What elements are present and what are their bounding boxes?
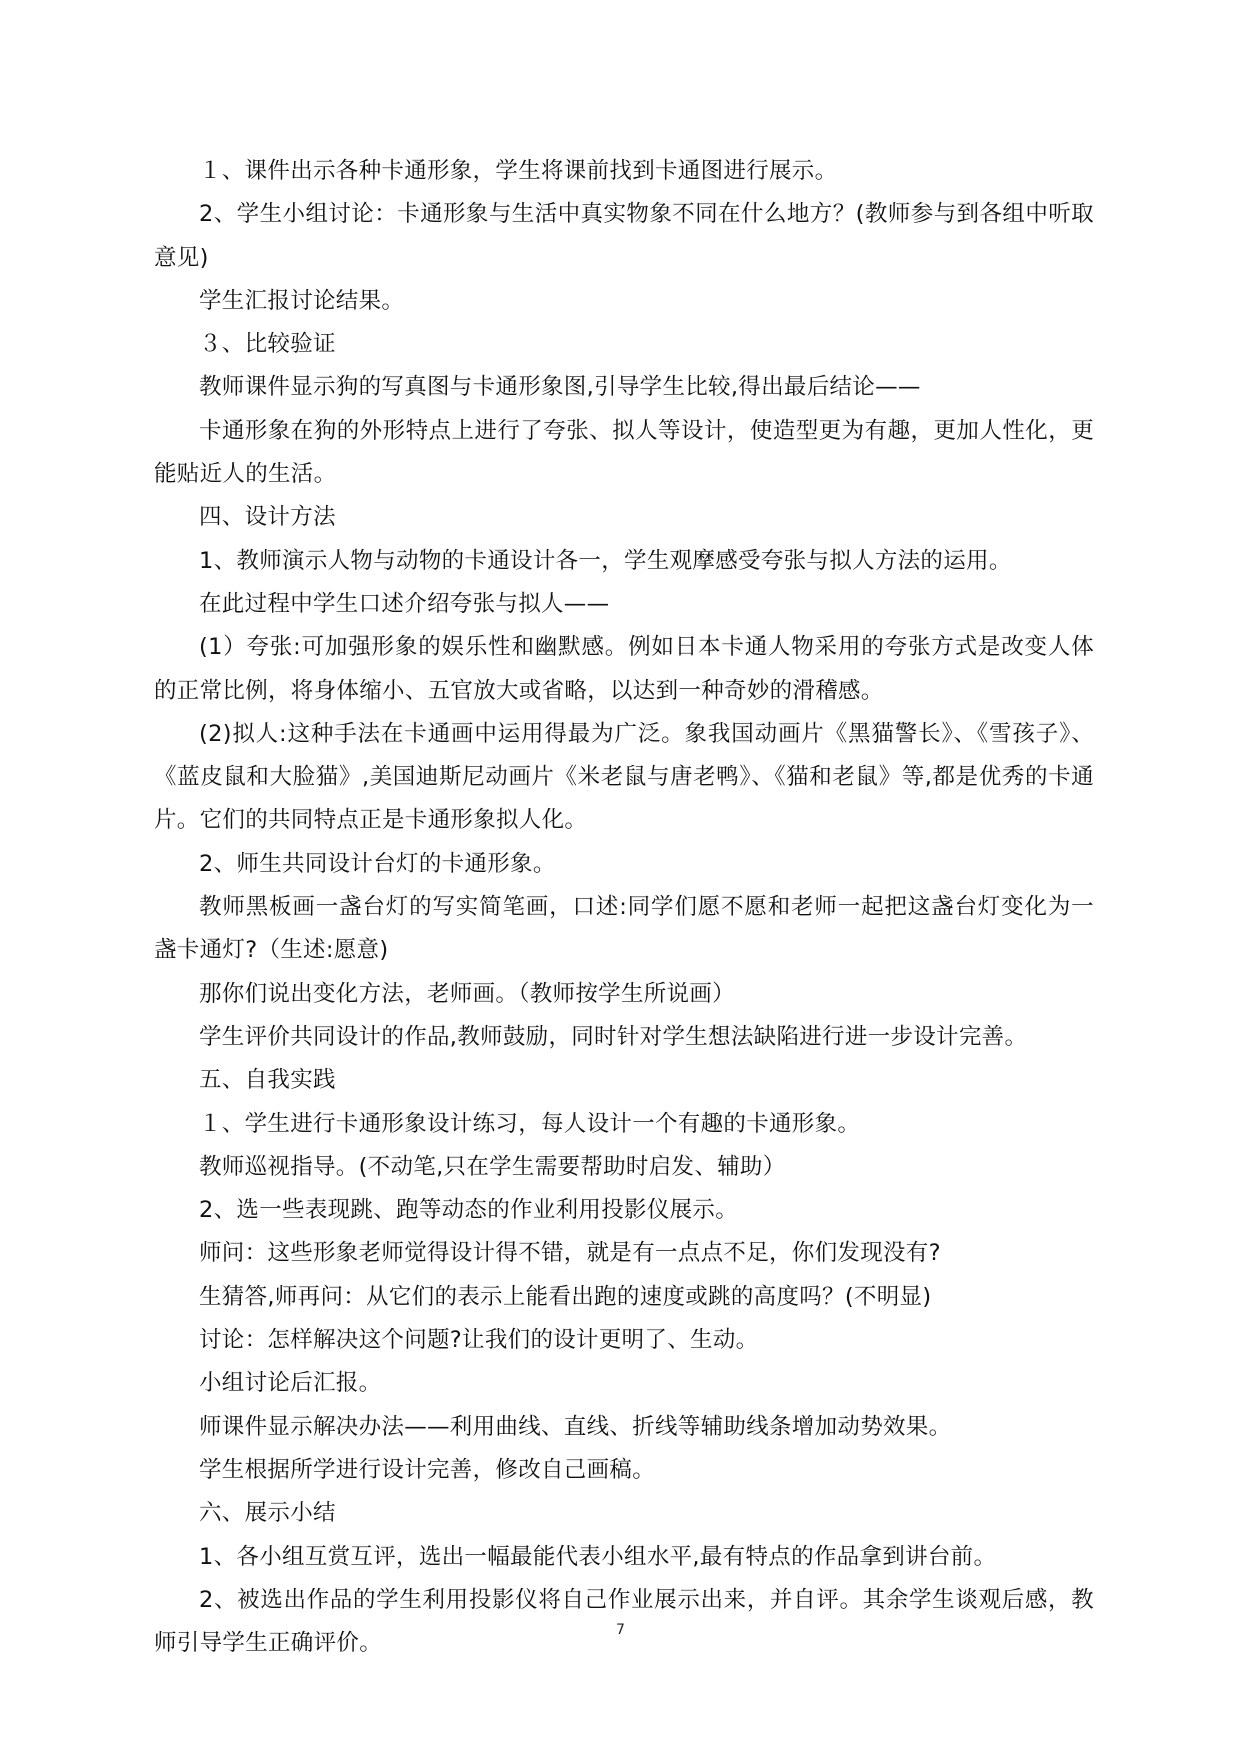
paragraph: 1、教师演示人物与动物的卡通设计各一，学生观摩感受夸张与拟人方法的运用。 xyxy=(199,547,1012,574)
document-body xyxy=(154,150,1094,1665)
page-number: 7 xyxy=(616,1622,625,1638)
paragraph: 那你们说出变化方法，老师画。（教师按学生所说画） xyxy=(199,980,735,1007)
paragraph: １、课件出示各种卡通形象，学生将课前找到卡通图进行展示。 xyxy=(199,158,838,184)
section-heading: 四、设计方法 xyxy=(199,504,336,531)
paragraph: 学生汇报讨论结果。 xyxy=(199,287,405,314)
paragraph: 生猜答,师再问：从它们的表示上能看出跑的速度或跳的高度吗？(不明显) xyxy=(199,1283,932,1310)
paragraph: 2、师生共同设计台灯的卡通形象。 xyxy=(199,850,556,877)
paragraph: 2、被选出作品的学生利用投影仪将自己作业展示出来，并自评。其余学生谈观后感，教师引导学生正确评价。 xyxy=(154,1586,1094,1657)
paragraph: 2、选一些表现跳、跑等动态的作业利用投影仪展示。 xyxy=(199,1197,739,1224)
paragraph: 师问：这些形象老师觉得设计得不错，就是有一点点不足，你们发现没有? xyxy=(199,1240,941,1267)
paragraph: ３、比较验证 xyxy=(199,331,336,358)
paragraph: 师课件显示解决办法——利用曲线、直线、折线等辅助线条增加动势效果。 xyxy=(199,1413,952,1440)
paragraph: 学生评价共同设计的作品,教师鼓励，同时针对学生想法缺陷进行进一步设计完善。 xyxy=(199,1023,1028,1050)
paragraph: 讨论：怎样解决这个问题?让我们的设计更明了、生动。 xyxy=(199,1327,759,1354)
paragraph: １、学生进行卡通形象设计练习，每人设计一个有趣的卡通形象。 xyxy=(199,1110,861,1137)
paragraph: (1）夸张:可加强形象的娱乐性和幽默感。例如日本卡通人物采用的夸张方式是改变人体的正常比例，将身体缩小、五官放大或省略，以达到一种奇妙的滑稽感。 xyxy=(154,634,1094,704)
paragraph: (2)拟人:这种手法在卡通画中运用得最为广泛。象我国动画片《黑猫警长》、《雪孩子》、《蓝皮鼠和大脸猫》,美国迪斯尼动画片《米老鼠与唐老鸭》、《猫和老鼠》等,都是优秀的卡通片。它们的共同特点正是卡通形象拟人化。 xyxy=(154,720,1094,834)
section-heading: 六、展示小结 xyxy=(199,1500,336,1527)
paragraph: 教师课件显示狗的写真图与卡通形象图,引导学生比较,得出最后结论—— xyxy=(199,374,921,401)
paragraph: 卡通形象在狗的外形特点上进行了夸张、拟人等设计，使造型更为有趣，更加人性化，更能贴近人的生活。 xyxy=(154,417,1094,488)
paragraph: 学生根据所学进行设计完善，修改自己画稿。 xyxy=(199,1456,656,1483)
paragraph: 2、学生小组讨论：卡通形象与生活中真实物象不同在什么地方？(教师参与到各组中听取意见) xyxy=(154,201,1094,271)
paragraph: 教师黑板画一盏台灯的写实简笔画，口述:同学们愿不愿和老师一起把这盏台灯变化为一盏卡通灯?（生述:愿意) xyxy=(154,894,1094,964)
paragraph: 1、各小组互赏互评，选出一幅最能代表小组水平,最有特点的作品拿到讲台前。 xyxy=(199,1543,997,1570)
paragraph: 在此过程中学生口述介绍夸张与拟人—— xyxy=(199,590,610,617)
paragraph: 小组讨论后汇报。 xyxy=(199,1370,382,1397)
paragraph: 教师巡视指导。(不动笔,只在学生需要帮助时启发、辅助） xyxy=(199,1153,786,1180)
section-heading: 五、自我实践 xyxy=(199,1067,336,1094)
